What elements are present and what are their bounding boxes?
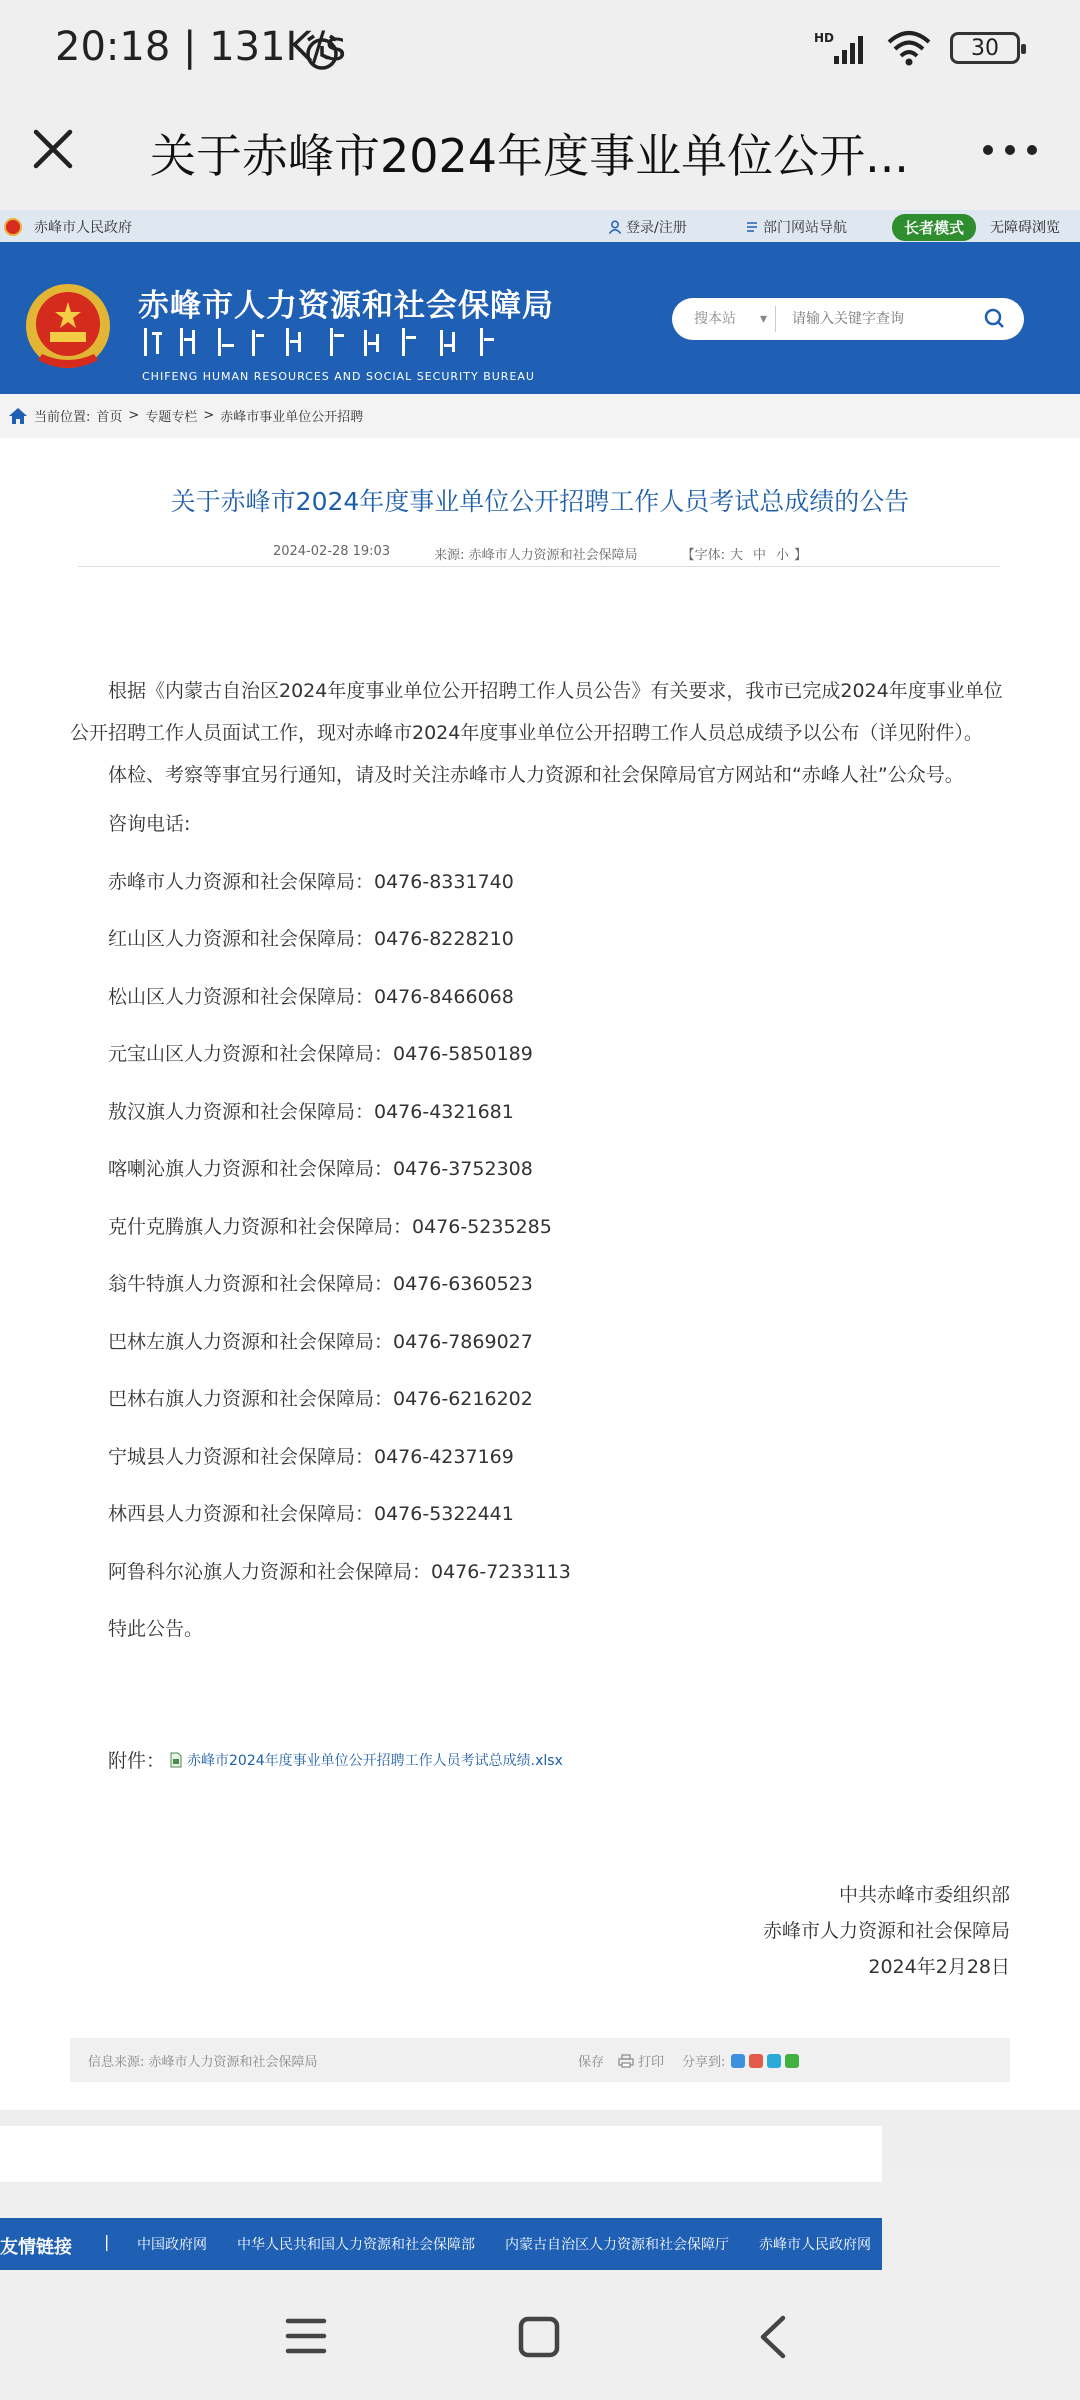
article-paragraph: 根据《内蒙古自治区2024年度事业单位公开招聘工作人员公告》有关要求，我市已完成2024年度事业单位公开招聘工作人员面试工作，现对赤峰市2024年度事业单位公开招聘工作人员总成绩予以公布（详见附件）。 <box>70 680 1003 744</box>
site-name: 赤峰市人力资源和社会保障局 <box>138 288 554 324</box>
article-paragraph: 体检、考察等事宜另行通知，请及时关注赤峰市人力资源和社会保障局官方网站和“赤峰人社”公众号。 <box>108 764 964 786</box>
title-divider <box>78 566 1000 567</box>
friend-link[interactable]: 中华人民共和国人力资源和社会保障部 <box>237 2237 475 2253</box>
phone-line: 红山区人力资源和社会保障局：0476-8228210 <box>108 928 514 950</box>
alarm-icon <box>302 32 342 72</box>
breadcrumb-separator: > <box>128 408 140 423</box>
attachment <box>108 1746 563 1773</box>
breadcrumb-separator: > <box>203 408 215 423</box>
search-input[interactable] <box>776 311 980 327</box>
phone-line: 林西县人力资源和社会保障局：0476-5322441 <box>108 1503 514 1525</box>
print-button[interactable] <box>618 2051 664 2070</box>
share-weibo-icon[interactable] <box>749 2054 763 2068</box>
signature-org1: 中共赤峰市委组织部 <box>838 1884 1010 1906</box>
closing-text: 特此公告。 <box>108 1618 204 1640</box>
login-link[interactable] <box>608 217 687 237</box>
phone-line: 巴林右旗人力资源和社会保障局：0476-6216202 <box>108 1388 533 1410</box>
phone-line: 喀喇沁旗人力资源和社会保障局：0476-3752308 <box>108 1158 533 1180</box>
article-datetime: 2024-02-28 19:03 <box>272 544 391 559</box>
dept-nav-link[interactable] <box>745 217 847 237</box>
dept-nav-label: 部门网站导航 <box>763 220 847 236</box>
home-nav-icon[interactable] <box>518 2316 560 2358</box>
battery-indicator: 30 <box>950 32 1020 64</box>
browser-title: 关于赤峰市2024年度事业单位公开... <box>150 129 909 183</box>
national-emblem-icon <box>22 282 114 374</box>
home-icon <box>8 407 28 425</box>
info-source: 信息来源: 赤峰市人力资源和社会保障局 <box>88 2055 318 2070</box>
system-nav-bar <box>0 2270 1080 2400</box>
phone-line: 克什克腾旗人力资源和社会保障局：0476-5235285 <box>108 1215 552 1238</box>
share-bar <box>70 2038 1010 2082</box>
menu-icon[interactable] <box>285 2316 327 2356</box>
emblem-small-icon <box>4 218 22 236</box>
share-tencent-icon[interactable] <box>767 2054 781 2068</box>
save-button[interactable]: 保存 <box>578 2055 605 2070</box>
font-medium-button[interactable]: 中 <box>753 548 767 563</box>
friend-links-label: 友情链接 <box>0 2237 72 2258</box>
list-icon <box>745 220 759 234</box>
font-size-label: 【字体: <box>681 548 725 563</box>
more-options-icon[interactable] <box>980 140 1040 160</box>
phone-line: 阿鲁科尔沁旗人力资源和社会保障局：0476-7233113 <box>108 1560 571 1583</box>
phone-line: 松山区人力资源和社会保障局：0476-8466068 <box>108 985 514 1008</box>
font-small-button[interactable]: 小 <box>776 548 790 563</box>
signal-icon <box>814 30 868 66</box>
gov-link[interactable] <box>4 217 132 237</box>
phone-line: 翁牛特旗人力资源和社会保障局：0476-6360523 <box>108 1273 533 1295</box>
signature-date: 2024年2月28日 <box>868 1956 1010 1978</box>
search-icon[interactable] <box>980 304 1010 334</box>
elder-mode-button[interactable]: 长者模式 <box>892 214 976 241</box>
friend-link[interactable]: 赤峰市人民政府网 <box>759 2237 871 2253</box>
phone-line: 赤峰市人力资源和社会保障局：0476-8331740 <box>108 870 514 893</box>
print-label: 打印 <box>638 2055 665 2070</box>
search-box <box>672 298 1024 340</box>
printer-icon <box>618 2054 634 2068</box>
search-scope-label: 搜本站 <box>694 311 736 327</box>
font-size-controls <box>682 544 807 563</box>
breadcrumb-label: 当前位置: <box>34 410 91 425</box>
web-content <box>0 210 1080 2170</box>
friend-links-separator: | <box>104 2232 110 2251</box>
status-time: 20:18 | 131K/s <box>55 24 347 70</box>
share-wechat-icon[interactable] <box>785 2054 799 2068</box>
top-utility-strip <box>0 210 1080 242</box>
friend-link[interactable]: 中国政府网 <box>137 2237 207 2253</box>
phone-line: 元宝山区人力资源和社会保障局：0476-5850189 <box>108 1043 533 1065</box>
breadcrumb-home[interactable]: 首页 <box>96 410 123 425</box>
file-icon <box>169 1752 183 1768</box>
gov-link-label: 赤峰市人民政府 <box>34 220 132 236</box>
mongolian-script-logo <box>140 324 520 360</box>
dropdown-arrow-icon: ▾ <box>759 311 767 327</box>
phone-line: 宁城县人力资源和社会保障局：0476-4237169 <box>108 1445 514 1468</box>
attachment-label: 附件： <box>108 1750 166 1772</box>
article-meta <box>0 544 1080 563</box>
article-source: 来源: 赤峰市人力资源和社会保障局 <box>434 548 638 563</box>
font-size-label-close: 】 <box>794 548 808 563</box>
phone-line: 巴林左旗人力资源和社会保障局：0476-7869027 <box>108 1330 533 1353</box>
back-icon[interactable] <box>755 2314 791 2360</box>
user-icon <box>608 220 622 234</box>
breadcrumb-column[interactable]: 专题专栏 <box>145 410 198 425</box>
footer-blank-bar <box>0 2126 882 2182</box>
breadcrumb-current[interactable]: 赤峰市事业单位公开招聘 <box>220 410 364 425</box>
svg-text:HD: HD <box>814 31 835 45</box>
signature-org2: 赤峰市人力资源和社会保障局 <box>762 1920 1010 1942</box>
close-icon[interactable] <box>28 124 78 174</box>
login-label: 登录/注册 <box>626 220 687 236</box>
consult-label: 咨询电话: <box>108 813 191 835</box>
article-title: 关于赤峰市2024年度事业单位公开招聘工作人员考试总成绩的公告 <box>170 487 910 516</box>
accessible-browse-link[interactable]: 无障碍浏览 <box>990 220 1060 236</box>
search-scope-dropdown[interactable] <box>672 306 776 332</box>
share-qzone-icon[interactable] <box>731 2054 745 2068</box>
status-bar <box>0 0 1080 100</box>
site-name-en: CHIFENG HUMAN RESOURCES AND SOCIAL SECURITY BUREAU <box>142 370 535 383</box>
friend-link[interactable]: 内蒙古自治区人力资源和社会保障厅 <box>505 2237 729 2253</box>
phone-line: 敖汉旗人力资源和社会保障局：0476-4321681 <box>108 1100 514 1123</box>
site-banner <box>0 242 1080 394</box>
attachment-link[interactable]: 赤峰市2024年度事业单位公开招聘工作人员考试总成绩.xlsx <box>187 1752 563 1769</box>
font-large-button[interactable]: 大 <box>730 548 744 563</box>
wifi-icon <box>886 30 932 66</box>
browser-title-bar <box>0 100 1080 210</box>
share-label: 分享到: <box>682 2055 726 2070</box>
breadcrumb <box>0 394 1080 438</box>
friend-links-bar <box>0 2218 882 2270</box>
article-body <box>70 670 1010 1659</box>
